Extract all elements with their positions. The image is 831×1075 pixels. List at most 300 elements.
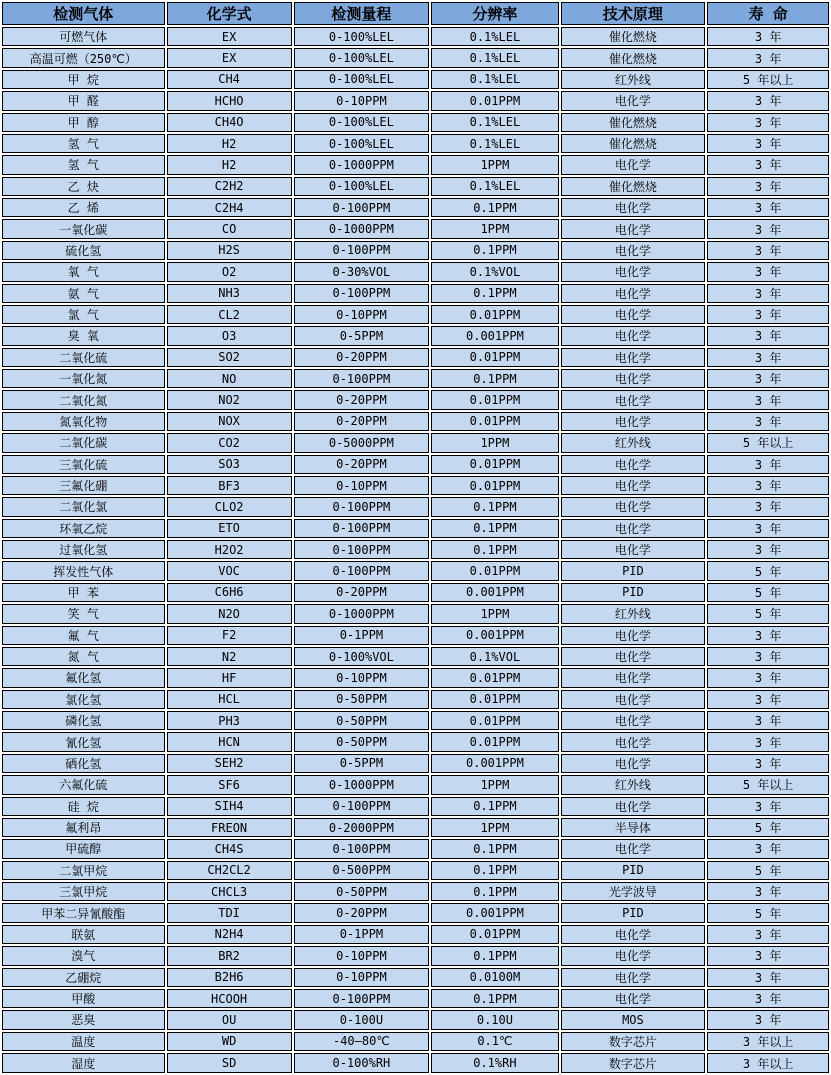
table-row (2, 198, 829, 217)
cell-range: 0-1000PPM (294, 604, 430, 623)
cell-life: 3 年 (707, 797, 829, 816)
cell-gas: 甲 烷 (2, 70, 165, 89)
cell-range: 0-50PPM (294, 711, 430, 730)
cell-resolution: 1PPM (431, 604, 558, 623)
cell-formula: C2H4 (167, 198, 292, 217)
cell-formula: OU (167, 1010, 292, 1029)
cell-gas: 三氟化硼 (2, 476, 165, 495)
cell-resolution: 1PPM (431, 775, 558, 794)
cell-life: 3 年 (707, 155, 829, 174)
cell-gas: 甲 苯 (2, 583, 165, 602)
cell-principle: PID (561, 903, 706, 922)
cell-resolution: 0.001PPM (431, 326, 558, 345)
cell-formula: FREON (167, 818, 292, 837)
cell-life: 5 年 (707, 561, 829, 580)
cell-principle: 电化学 (561, 198, 706, 217)
cell-range: 0-20PPM (294, 583, 430, 602)
cell-life: 5 年 (707, 604, 829, 623)
cell-gas: 二氧化碳 (2, 433, 165, 452)
cell-principle: PID (561, 861, 706, 880)
cell-life: 3 年 (707, 241, 829, 260)
cell-range: 0-100PPM (294, 497, 430, 516)
table-row (2, 968, 829, 987)
cell-gas: 氮 气 (2, 647, 165, 666)
cell-resolution: 0.01PPM (431, 925, 558, 944)
cell-range: 0-100PPM (294, 561, 430, 580)
cell-principle: 电化学 (561, 91, 706, 110)
cell-formula: NH3 (167, 284, 292, 303)
table-row (2, 604, 829, 623)
table-row (2, 497, 829, 516)
table-row (2, 818, 829, 837)
cell-range: 0-100%LEL (294, 70, 430, 89)
cell-resolution: 0.01PPM (431, 668, 558, 687)
table-row (2, 903, 829, 922)
cell-formula: HCOOH (167, 989, 292, 1008)
table-row (2, 519, 829, 538)
table-row (2, 91, 829, 110)
cell-gas: 可燃气体 (2, 27, 165, 46)
cell-formula: H2 (167, 155, 292, 174)
cell-range: 0-20PPM (294, 348, 430, 367)
cell-range: 0-10PPM (294, 968, 430, 987)
cell-range: 0-100%RH (294, 1053, 430, 1073)
cell-life: 3 年 (707, 390, 829, 409)
cell-principle: 电化学 (561, 497, 706, 516)
table-row (2, 412, 829, 431)
cell-formula: HCL (167, 690, 292, 709)
cell-formula: CHCL3 (167, 882, 292, 901)
cell-principle: 电化学 (561, 668, 706, 687)
table-row (2, 711, 829, 730)
cell-life: 3 年 (707, 540, 829, 559)
cell-range: 0-100PPM (294, 839, 430, 858)
cell-range: 0-1000PPM (294, 775, 430, 794)
column-header-principle: 技术原理 (561, 2, 706, 25)
cell-principle: 电化学 (561, 711, 706, 730)
cell-range: 0-100PPM (294, 369, 430, 388)
cell-principle: PID (561, 561, 706, 580)
cell-range: 0-100PPM (294, 540, 430, 559)
cell-formula: VOC (167, 561, 292, 580)
cell-resolution: 0.1PPM (431, 198, 558, 217)
cell-range: 0-100PPM (294, 989, 430, 1008)
cell-gas: 六氟化硫 (2, 775, 165, 794)
cell-gas: 乙 炔 (2, 177, 165, 196)
cell-gas: 氟化氢 (2, 668, 165, 687)
cell-formula: TDI (167, 903, 292, 922)
cell-gas: 一氧化碳 (2, 219, 165, 238)
table-row (2, 177, 829, 196)
cell-gas: 三氯甲烷 (2, 882, 165, 901)
cell-gas: 甲酸 (2, 989, 165, 1008)
cell-resolution: 0.1PPM (431, 519, 558, 538)
cell-principle: 红外线 (561, 433, 706, 452)
cell-formula: CH4S (167, 839, 292, 858)
table-row (2, 690, 829, 709)
cell-life: 3 年 (707, 497, 829, 516)
table-row (2, 626, 829, 645)
cell-range: 0-1PPM (294, 925, 430, 944)
cell-life: 3 年 (707, 519, 829, 538)
cell-life: 3 年以上 (707, 1053, 829, 1073)
table-row (2, 989, 829, 1008)
cell-principle: 电化学 (561, 219, 706, 238)
cell-formula: WD (167, 1032, 292, 1051)
cell-resolution: 0.01PPM (431, 455, 558, 474)
cell-resolution: 0.1PPM (431, 839, 558, 858)
table-row (2, 219, 829, 238)
cell-gas: 甲 醛 (2, 91, 165, 110)
cell-range: 0-100%LEL (294, 113, 430, 132)
cell-principle: 电化学 (561, 241, 706, 260)
cell-formula: BR2 (167, 946, 292, 965)
cell-formula: C2H2 (167, 177, 292, 196)
cell-formula: B2H6 (167, 968, 292, 987)
cell-principle: 电化学 (561, 155, 706, 174)
cell-principle: 红外线 (561, 775, 706, 794)
table-row (2, 369, 829, 388)
cell-gas: 二氧化硫 (2, 348, 165, 367)
cell-range: 0-100%LEL (294, 134, 430, 153)
cell-principle: 电化学 (561, 754, 706, 773)
cell-principle: 半导体 (561, 818, 706, 837)
cell-resolution: 0.01PPM (431, 390, 558, 409)
table-row (2, 1010, 829, 1029)
table-row (2, 647, 829, 666)
cell-gas: 氮氧化物 (2, 412, 165, 431)
cell-formula: ETO (167, 519, 292, 538)
cell-resolution: 0.01PPM (431, 348, 558, 367)
cell-resolution: 0.1%RH (431, 1053, 558, 1073)
table-row (2, 348, 829, 367)
cell-resolution: 0.1PPM (431, 989, 558, 1008)
cell-gas: 二氧化氯 (2, 497, 165, 516)
cell-life: 3 年 (707, 476, 829, 495)
cell-range: 0-100PPM (294, 797, 430, 816)
cell-principle: 电化学 (561, 839, 706, 858)
cell-principle: 电化学 (561, 326, 706, 345)
table-row (2, 925, 829, 944)
cell-resolution: 0.01PPM (431, 412, 558, 431)
cell-resolution: 1PPM (431, 155, 558, 174)
cell-life: 3 年 (707, 219, 829, 238)
table-row (2, 134, 829, 153)
table-row (2, 583, 829, 602)
cell-principle: 电化学 (561, 647, 706, 666)
cell-range: 0-100PPM (294, 519, 430, 538)
cell-principle: 电化学 (561, 968, 706, 987)
cell-range: 0-100PPM (294, 198, 430, 217)
cell-life: 3 年 (707, 690, 829, 709)
cell-range: 0-10PPM (294, 305, 430, 324)
cell-range: 0-5PPM (294, 326, 430, 345)
cell-resolution: 0.1%LEL (431, 27, 558, 46)
cell-principle: 电化学 (561, 540, 706, 559)
cell-resolution: 0.1PPM (431, 241, 558, 260)
cell-principle: 电化学 (561, 476, 706, 495)
cell-life: 5 年 (707, 903, 829, 922)
column-header-gas: 检测气体 (2, 2, 165, 25)
cell-resolution: 0.1%LEL (431, 70, 558, 89)
cell-principle: 电化学 (561, 305, 706, 324)
cell-resolution: 0.001PPM (431, 626, 558, 645)
cell-resolution: 0.1PPM (431, 797, 558, 816)
cell-principle: 红外线 (561, 70, 706, 89)
cell-resolution: 0.01PPM (431, 561, 558, 580)
cell-range: 0-10PPM (294, 91, 430, 110)
cell-principle: 电化学 (561, 348, 706, 367)
cell-life: 5 年以上 (707, 433, 829, 452)
cell-life: 3 年 (707, 839, 829, 858)
cell-resolution: 0.1%LEL (431, 48, 558, 67)
cell-resolution: 0.001PPM (431, 754, 558, 773)
cell-formula: F2 (167, 626, 292, 645)
cell-resolution: 0.1PPM (431, 540, 558, 559)
table-row (2, 775, 829, 794)
cell-formula: SO2 (167, 348, 292, 367)
cell-formula: CH4 (167, 70, 292, 89)
cell-resolution: 1PPM (431, 818, 558, 837)
cell-gas: 磷化氢 (2, 711, 165, 730)
cell-range: 0-20PPM (294, 455, 430, 474)
cell-range: 0-100%LEL (294, 27, 430, 46)
cell-life: 3 年 (707, 668, 829, 687)
cell-gas: 三氧化硫 (2, 455, 165, 474)
cell-gas: 甲苯二异氰酸酯 (2, 903, 165, 922)
cell-principle: 催化燃烧 (561, 48, 706, 67)
cell-resolution: 0.1%LEL (431, 134, 558, 153)
cell-resolution: 0.1PPM (431, 861, 558, 880)
table-row (2, 455, 829, 474)
table-row (2, 861, 829, 880)
cell-gas: 二氧化氮 (2, 390, 165, 409)
cell-principle: 电化学 (561, 797, 706, 816)
cell-gas: 硅 烷 (2, 797, 165, 816)
cell-formula: HCHO (167, 91, 292, 110)
cell-formula: N2H4 (167, 925, 292, 944)
cell-gas: 氨 气 (2, 284, 165, 303)
cell-life: 3 年 (707, 882, 829, 901)
cell-formula: PH3 (167, 711, 292, 730)
cell-life: 3 年 (707, 91, 829, 110)
cell-principle: MOS (561, 1010, 706, 1029)
cell-gas: 氯化氢 (2, 690, 165, 709)
cell-resolution: 1PPM (431, 219, 558, 238)
cell-formula: CH4O (167, 113, 292, 132)
cell-resolution: 0.1PPM (431, 369, 558, 388)
cell-range: 0-50PPM (294, 732, 430, 751)
cell-life: 3 年 (707, 134, 829, 153)
cell-life: 3 年 (707, 925, 829, 944)
table-row (2, 155, 829, 174)
cell-gas: 氟利昂 (2, 818, 165, 837)
table-row (2, 262, 829, 281)
cell-principle: 催化燃烧 (561, 177, 706, 196)
cell-formula: SF6 (167, 775, 292, 794)
cell-formula: CLO2 (167, 497, 292, 516)
cell-life: 3 年 (707, 968, 829, 987)
cell-formula: HF (167, 668, 292, 687)
cell-gas: 甲硫醇 (2, 839, 165, 858)
table-row (2, 241, 829, 260)
cell-principle: 数字芯片 (561, 1032, 706, 1051)
cell-life: 3 年 (707, 754, 829, 773)
cell-resolution: 0.1PPM (431, 497, 558, 516)
cell-life: 3 年 (707, 48, 829, 67)
cell-life: 3 年 (707, 647, 829, 666)
cell-range: 0-5PPM (294, 754, 430, 773)
cell-life: 3 年 (707, 305, 829, 324)
cell-gas: 氢 气 (2, 134, 165, 153)
table-row (2, 732, 829, 751)
table-row (2, 48, 829, 67)
cell-gas: 二氯甲烷 (2, 861, 165, 880)
cell-formula: EX (167, 27, 292, 46)
cell-principle: 电化学 (561, 262, 706, 281)
cell-life: 5 年 (707, 818, 829, 837)
cell-formula: CO (167, 219, 292, 238)
table-row (2, 476, 829, 495)
cell-principle: 数字芯片 (561, 1053, 706, 1073)
cell-principle: 电化学 (561, 519, 706, 538)
cell-formula: SD (167, 1053, 292, 1073)
cell-resolution: 0.10U (431, 1010, 558, 1029)
table-row (2, 668, 829, 687)
cell-principle: 电化学 (561, 925, 706, 944)
cell-life: 3 年 (707, 177, 829, 196)
cell-range: 0-100%LEL (294, 48, 430, 67)
cell-life: 5 年以上 (707, 70, 829, 89)
cell-formula: BF3 (167, 476, 292, 495)
table-row (2, 433, 829, 452)
cell-life: 3 年 (707, 369, 829, 388)
column-header-resolution: 分辨率 (431, 2, 558, 25)
table-row (2, 27, 829, 46)
cell-formula: EX (167, 48, 292, 67)
cell-life: 3 年 (707, 198, 829, 217)
table-row (2, 561, 829, 580)
cell-gas: 硫化氢 (2, 241, 165, 260)
cell-gas: 恶臭 (2, 1010, 165, 1029)
cell-principle: PID (561, 583, 706, 602)
cell-formula: N2O (167, 604, 292, 623)
column-header-formula: 化学式 (167, 2, 292, 25)
cell-gas: 氢 气 (2, 155, 165, 174)
cell-life: 3 年 (707, 113, 829, 132)
table-row (2, 797, 829, 816)
cell-principle: 电化学 (561, 455, 706, 474)
cell-range: 0-1000PPM (294, 219, 430, 238)
cell-life: 3 年 (707, 326, 829, 345)
cell-formula: O2 (167, 262, 292, 281)
cell-range: 0-30%VOL (294, 262, 430, 281)
cell-formula: H2O2 (167, 540, 292, 559)
cell-resolution: 0.001PPM (431, 903, 558, 922)
cell-formula: H2 (167, 134, 292, 153)
cell-resolution: 0.0100M (431, 968, 558, 987)
cell-range: 0-20PPM (294, 390, 430, 409)
cell-principle: 电化学 (561, 989, 706, 1008)
cell-gas: 联氨 (2, 925, 165, 944)
table-row (2, 70, 829, 89)
cell-gas: 氧 气 (2, 262, 165, 281)
cell-range: 0-100%LEL (294, 177, 430, 196)
cell-resolution: 0.1PPM (431, 284, 558, 303)
cell-life: 5 年以上 (707, 775, 829, 794)
table-header-row (2, 2, 829, 25)
cell-resolution: 0.1PPM (431, 882, 558, 901)
cell-range: 0-5000PPM (294, 433, 430, 452)
table-row (2, 1053, 829, 1073)
cell-formula: C6H6 (167, 583, 292, 602)
cell-principle: 电化学 (561, 690, 706, 709)
cell-range: 0-10PPM (294, 476, 430, 495)
cell-resolution: 0.001PPM (431, 583, 558, 602)
cell-formula: SEH2 (167, 754, 292, 773)
cell-range: 0-50PPM (294, 690, 430, 709)
cell-range: 0-1000PPM (294, 155, 430, 174)
cell-principle: 电化学 (561, 369, 706, 388)
cell-life: 3 年 (707, 455, 829, 474)
table-row (2, 839, 829, 858)
cell-gas: 乙硼烷 (2, 968, 165, 987)
cell-range: 0-100U (294, 1010, 430, 1029)
cell-formula: CO2 (167, 433, 292, 452)
cell-resolution: 0.01PPM (431, 476, 558, 495)
cell-resolution: 0.01PPM (431, 690, 558, 709)
cell-resolution: 0.1%LEL (431, 113, 558, 132)
cell-principle: 电化学 (561, 946, 706, 965)
cell-life: 3 年 (707, 412, 829, 431)
cell-gas: 笑 气 (2, 604, 165, 623)
cell-life: 3 年 (707, 348, 829, 367)
cell-gas: 溴气 (2, 946, 165, 965)
cell-principle: 电化学 (561, 284, 706, 303)
cell-principle: 红外线 (561, 604, 706, 623)
cell-life: 3 年 (707, 711, 829, 730)
cell-life: 3 年 (707, 626, 829, 645)
cell-gas: 过氧化氢 (2, 540, 165, 559)
cell-principle: 电化学 (561, 390, 706, 409)
cell-gas: 温度 (2, 1032, 165, 1051)
cell-formula: N2 (167, 647, 292, 666)
cell-resolution: 0.01PPM (431, 711, 558, 730)
cell-formula: NO (167, 369, 292, 388)
cell-gas: 臭 氧 (2, 326, 165, 345)
cell-gas: 氟 气 (2, 626, 165, 645)
table-row (2, 1032, 829, 1051)
cell-gas: 高温可燃（250℃） (2, 48, 165, 67)
cell-formula: NOX (167, 412, 292, 431)
cell-life: 3 年以上 (707, 1032, 829, 1051)
cell-resolution: 0.01PPM (431, 305, 558, 324)
cell-range: 0-500PPM (294, 861, 430, 880)
cell-resolution: 0.1℃ (431, 1032, 558, 1051)
cell-range: 0-20PPM (294, 412, 430, 431)
cell-principle: 光学波导 (561, 882, 706, 901)
table-row (2, 882, 829, 901)
cell-range: 0-20PPM (294, 903, 430, 922)
cell-resolution: 0.01PPM (431, 732, 558, 751)
cell-principle: 电化学 (561, 412, 706, 431)
cell-range: 0-1PPM (294, 626, 430, 645)
cell-range: 0-50PPM (294, 882, 430, 901)
cell-range: -40—80℃ (294, 1032, 430, 1051)
cell-range: 0-10PPM (294, 668, 430, 687)
cell-gas: 环氧乙烷 (2, 519, 165, 538)
cell-resolution: 0.1%VOL (431, 262, 558, 281)
